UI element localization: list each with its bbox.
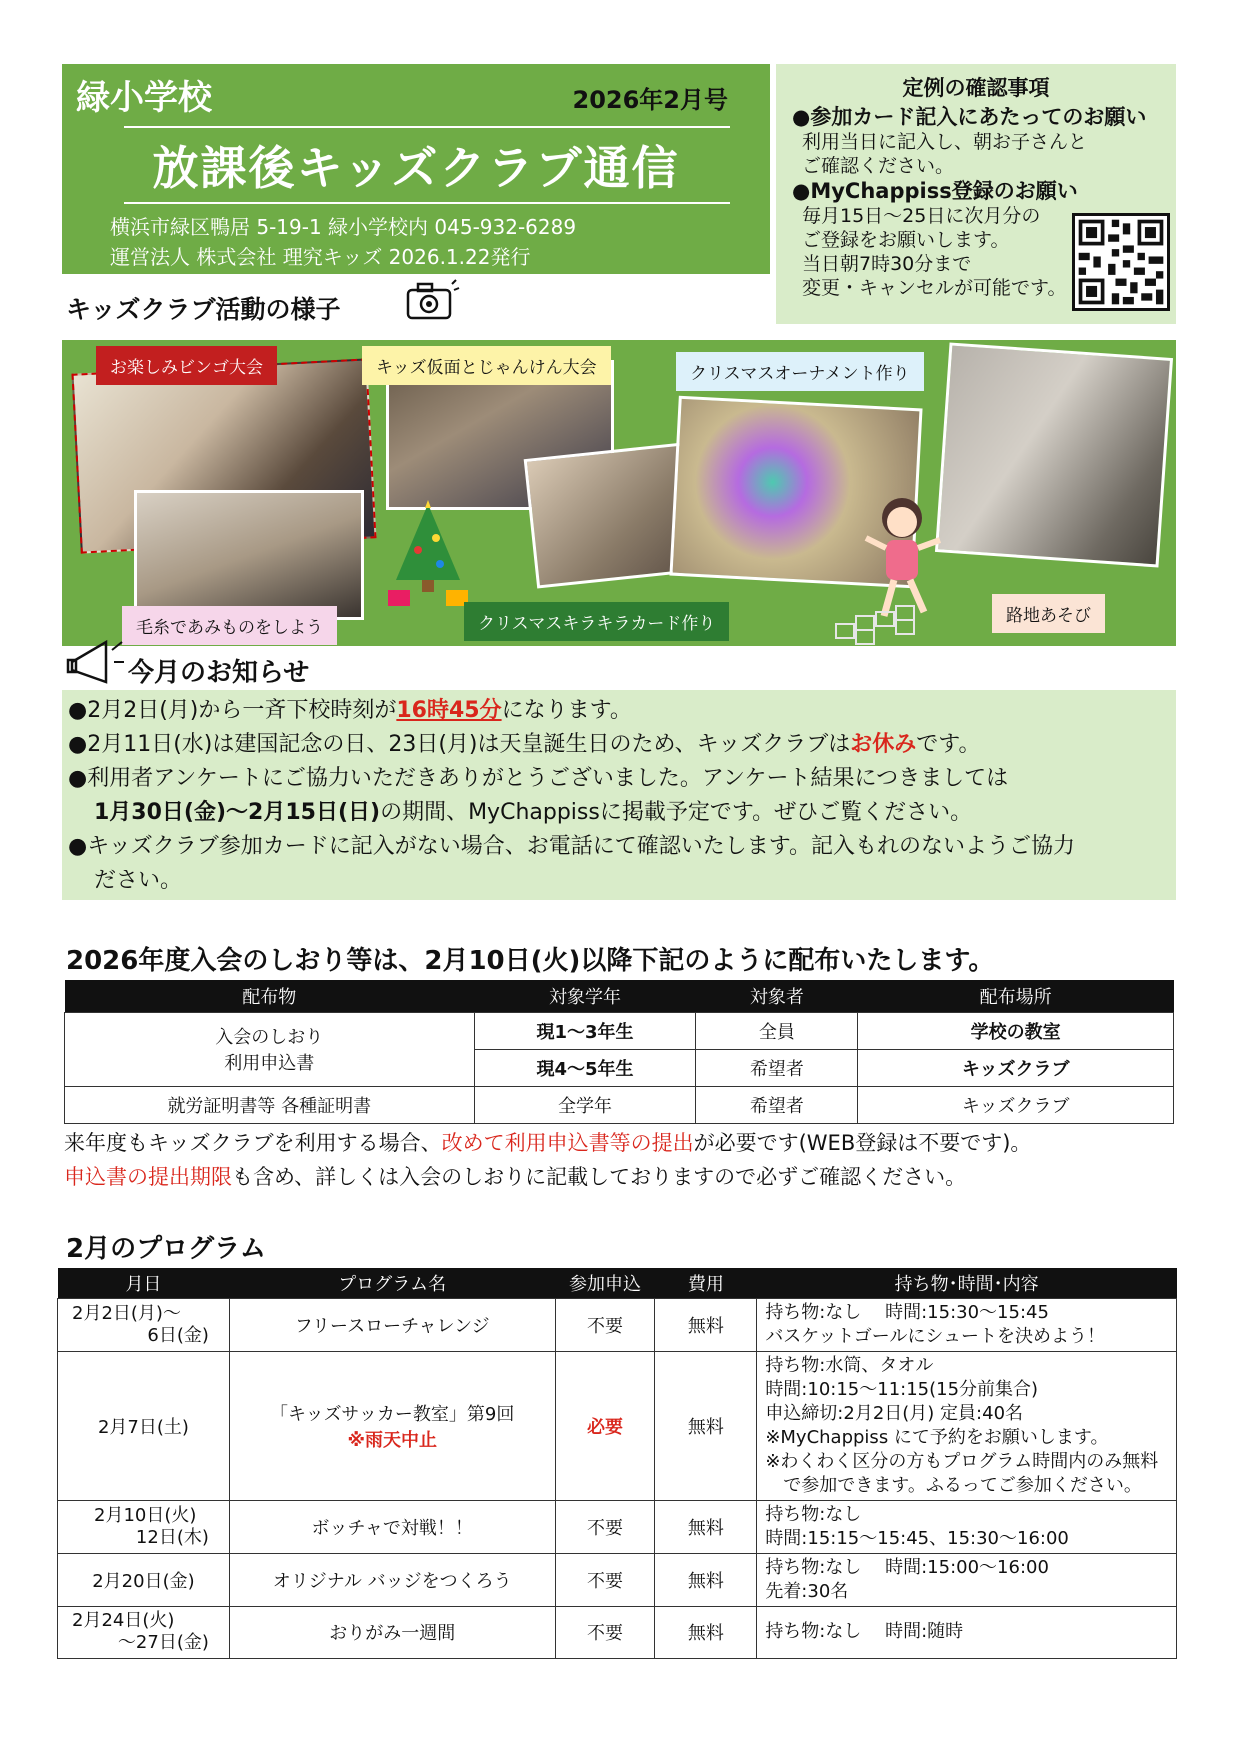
- yarn-photo: [134, 490, 364, 620]
- label-bingo: お楽しみビンゴ大会: [96, 346, 277, 385]
- confirm-item1-line: ご確認ください。: [802, 155, 955, 177]
- header-divider-top: [124, 126, 730, 128]
- notice-item: ●2月11日(水)は建国記念の日、23日(月)は天皇誕生日のため、キッズクラブはお休みです。: [68, 732, 981, 757]
- notice-item-continued: 1月30日(金)～2月15日(日)の期間、MyChappissに掲載予定です。ぜひご覧ください。: [94, 800, 973, 825]
- confirm-item1-line: 利用当日に記入し、朝お子さんと: [802, 131, 1088, 153]
- enrollment-title: 2026年度入会のしおり等は、2月10日(火)以降下記のように配布いたします。: [66, 946, 995, 976]
- confirm-title: 定例の確認事項: [902, 76, 1050, 100]
- fee-cell: 無料: [655, 1298, 757, 1351]
- header-contact: [110, 212, 576, 272]
- activities-photo-band: [62, 340, 1176, 646]
- fee-cell: 無料: [655, 1553, 757, 1606]
- details-cell: 持ち物:なし 時間:15:15～15:45、15:30～16:00: [757, 1500, 1177, 1553]
- apply-cell: 不要: [555, 1606, 655, 1658]
- notice-item-continued: ださい。: [94, 868, 183, 893]
- program-name-cell: オリジナル バッジをつくろう: [229, 1553, 555, 1606]
- table-row: [58, 1606, 1177, 1658]
- fee-cell: 無料: [655, 1500, 757, 1553]
- table-cell: 希望者: [696, 1086, 858, 1123]
- alley-photo: [935, 342, 1173, 567]
- label-alley: 路地あそび: [992, 594, 1105, 633]
- qr-code-icon[interactable]: [1072, 213, 1170, 311]
- column-header: 配布物: [65, 980, 475, 1012]
- program-name-cell: 「キッズサッカー教室」第9回 ※雨天中止: [229, 1351, 555, 1500]
- table-row: [58, 1500, 1177, 1553]
- table-cell: キッズクラブ: [858, 1049, 1174, 1086]
- label-yarn: 毛糸であみものをしよう: [122, 606, 337, 645]
- header-divider-bottom: [124, 202, 730, 204]
- confirm-item2-line: ご登録をお願いします。: [802, 229, 1010, 251]
- column-header: 対象学年: [474, 980, 696, 1012]
- table-row: [58, 1553, 1177, 1606]
- school-name: 緑小学校: [76, 78, 212, 118]
- hopscotch-icon: [832, 602, 952, 646]
- table-cell: 学校の教室: [858, 1012, 1174, 1049]
- label-ornament: クリスマスオーナメント作り: [676, 352, 924, 391]
- column-header: 月日: [58, 1268, 230, 1298]
- activities-title: キッズクラブ活動の様子: [66, 295, 341, 324]
- address-line: 横浜市緑区鴨居 5-19-1 緑小学校内 045-932-6289: [110, 215, 577, 239]
- enrollment-note: 来年度もキッズクラブを利用する場合、改めて利用申込書等の提出が必要です(WEB登録は不要です)。 申込書の提出期限も含め、詳しくは入会のしおりに記載しておりますので必ずご確認ください。: [64, 1131, 1032, 1189]
- table-cell: 全員: [696, 1012, 858, 1049]
- label-mask: キッズ仮面とじゃんけん大会: [362, 346, 611, 385]
- confirm-item1-heading: ●参加カード記入にあたってのお願い: [792, 105, 1147, 129]
- table-row: [65, 1012, 1174, 1049]
- publisher-line: 運営法人 株式会社 理究キッズ 2026.1.22発行: [110, 245, 531, 269]
- notice-item: ●キッズクラブ参加カードに記入がない場合、お電話にて確認いたします。記入もれのないようご協力: [68, 834, 1075, 859]
- column-header: 費用: [655, 1268, 757, 1298]
- megaphone-icon: [66, 632, 126, 688]
- details-cell: 持ち物:なし 時間:随時: [757, 1606, 1177, 1658]
- details-cell: 持ち物:なし 時間:15:30～15:45 バスケットゴールにシュートを決めよう！: [757, 1298, 1177, 1351]
- column-header: 配布場所: [858, 980, 1174, 1012]
- confirm-item2-line: 変更・キャンセルが可能です。: [802, 277, 1067, 299]
- table-cell: キッズクラブ: [858, 1086, 1174, 1123]
- date-cell: 2月20日(金): [58, 1553, 230, 1606]
- program-title: 2月のプログラム: [66, 1234, 266, 1264]
- apply-cell: 不要: [555, 1298, 655, 1351]
- table-row: [65, 1086, 1174, 1123]
- date-cell: 2月24日(火) ～27日(金): [58, 1606, 230, 1658]
- label-card: クリスマスキラキラカード作り: [464, 602, 729, 641]
- table-header-row: [58, 1268, 1177, 1298]
- notice-item: ●2月2日(月)から一斉下校時刻が16時45分になります。: [68, 698, 632, 723]
- program-name-cell: ボッチャで対戦！！: [229, 1500, 555, 1553]
- details-cell: 持ち物:なし 時間:15:00～16:00 先着:30名: [757, 1553, 1177, 1606]
- column-header: 持ち物･時間･内容: [757, 1268, 1177, 1298]
- notices-title: 今月のお知らせ: [128, 658, 310, 688]
- table-cell: 全学年: [474, 1086, 696, 1123]
- table-cell: 現1～3年生: [474, 1012, 696, 1049]
- enrollment-table: [64, 980, 1174, 1124]
- table-cell: 就労証明書等 各種証明書: [65, 1086, 475, 1123]
- column-header: 参加申込: [555, 1268, 655, 1298]
- table-row: [58, 1298, 1177, 1351]
- apply-cell: 不要: [555, 1500, 655, 1553]
- table-cell: 入会のしおり 利用申込書: [65, 1012, 475, 1086]
- table-cell: 希望者: [696, 1049, 858, 1086]
- program-name-cell: おりがみ一週間: [229, 1606, 555, 1658]
- christmas-tree-icon: [378, 500, 478, 610]
- table-header-row: [65, 980, 1174, 1012]
- fee-cell: 無料: [655, 1606, 757, 1658]
- program-name-cell: フリースローチャレンジ: [229, 1298, 555, 1351]
- newsletter-title: 放課後キッズクラブ通信: [152, 141, 680, 195]
- apply-cell: 必要: [555, 1351, 655, 1500]
- confirm-item2-heading: ●MyChappiss登録のお願い: [792, 179, 1078, 203]
- notices-box: [62, 690, 1176, 900]
- apply-cell: 不要: [555, 1553, 655, 1606]
- table-row: [58, 1351, 1177, 1500]
- newsletter-header: [62, 64, 770, 274]
- fee-cell: 無料: [655, 1351, 757, 1500]
- date-cell: 2月2日(月)～ 6日(金): [58, 1298, 230, 1351]
- camera-icon: [402, 278, 460, 326]
- notice-item: ●利用者アンケートにご協力いただきありがとうございました。アンケート結果につきましては: [68, 766, 1009, 791]
- column-header: プログラム名: [229, 1268, 555, 1298]
- column-header: 対象者: [696, 980, 858, 1012]
- date-cell: 2月10日(火) 12日(木): [58, 1500, 230, 1553]
- program-table: [57, 1268, 1177, 1659]
- date-cell: 2月7日(土): [58, 1351, 230, 1500]
- details-cell: 持ち物:水筒、タオル 時間:10:15～11:15(15分前集合) 申込締切:2月2日(月) 定員:40名 ※MyChappiss にて予約をお願いします。 ※わくわく区分の方もプログラム時間内のみ無料 で参加できます。ふるってご参加ください。: [757, 1351, 1177, 1500]
- confirm-item2-line: 当日朝7時30分まで: [802, 253, 972, 275]
- issue-date: 2026年2月号: [572, 86, 728, 114]
- table-cell: 現4～5年生: [474, 1049, 696, 1086]
- confirm-item2-line: 毎月15日～25日に次月分の: [802, 205, 1041, 227]
